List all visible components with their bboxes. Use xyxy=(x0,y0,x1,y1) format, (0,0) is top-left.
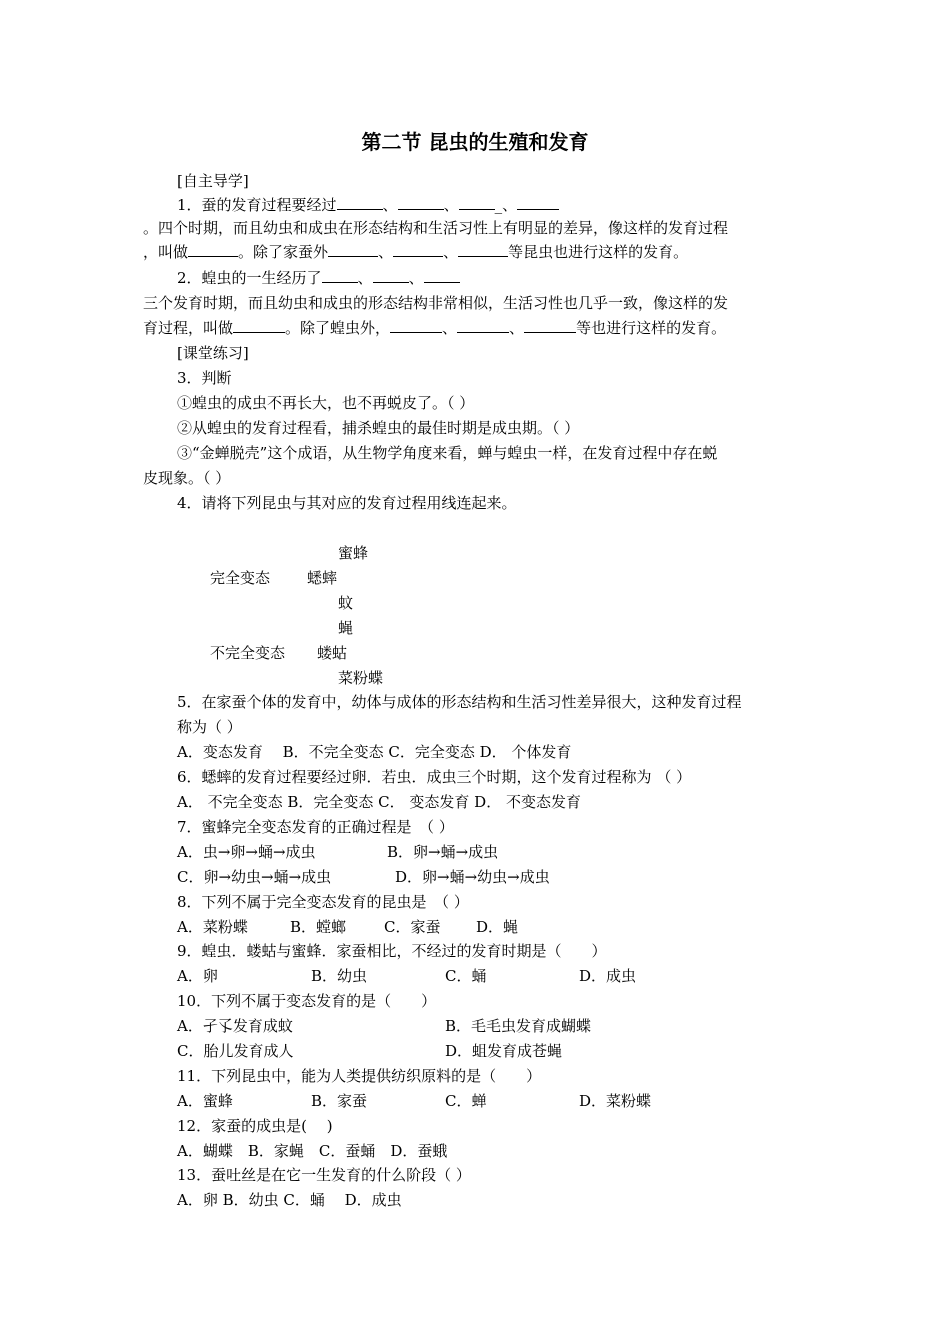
q4-insect-cabbage-butterfly[interactable]: 菜粉蝶 xyxy=(338,669,384,687)
q4-incomplete-metamorphosis[interactable]: 不完全变态 xyxy=(210,644,286,662)
q11-option-d[interactable]: D．菜粉蝶 xyxy=(579,1092,652,1110)
q7-question: 7．蜜蜂完全变态发育的正确过程是 （ ） xyxy=(177,818,454,836)
blank[interactable] xyxy=(398,194,444,210)
q4-insect-fly[interactable]: 蝇 xyxy=(338,619,354,637)
blank[interactable] xyxy=(233,317,285,333)
q9-option-d[interactable]: D．成虫 xyxy=(579,967,637,985)
q1-line-2: 。四个时期，而且幼虫和成虫在形态结构和生活习性上有明显的差异，像这样的发育过程 xyxy=(143,219,729,237)
q7-option-a[interactable]: A．虫→卵→蛹→成虫 xyxy=(177,843,316,861)
blank[interactable] xyxy=(459,194,495,210)
blank[interactable] xyxy=(393,241,443,257)
q11-option-b[interactable]: B．家蚕 xyxy=(311,1092,368,1110)
q12-options[interactable]: A．蝴蝶 B．家蝇 C．蚕蛹 D．蚕蛾 xyxy=(177,1142,448,1160)
q13-options[interactable]: A．卵 B．幼虫 C．蛹 D．成虫 xyxy=(177,1191,402,1209)
q3-statement-2: ②从蝗虫的发育过程看，捕杀蝗虫的最佳时期是成虫期。（ ） xyxy=(177,419,580,437)
q2-line-1: 2．蝗虫的一生经历了 、 、 xyxy=(177,267,460,289)
blank[interactable] xyxy=(424,267,460,283)
q1-line-1: 1．蚕的发育过程要经过 、 、 _、 xyxy=(177,194,559,216)
q4-insect-mosquito[interactable]: 蚊 xyxy=(338,594,354,612)
q4-heading: 4．请将下列昆虫与其对应的发育过程用线连起来。 xyxy=(177,494,517,512)
q3-statement-1: ①蝗虫的成虫不再长大，也不再蜕皮了。（ ） xyxy=(177,394,475,412)
q8-option-a[interactable]: A．菜粉蝶 xyxy=(177,918,248,936)
q6-question: 6．蟋蟀的发育过程要经过卵．若虫．成虫三个时期，这个发育过程称为 （ ） xyxy=(177,768,692,786)
q8-option-c[interactable]: C．家蚕 xyxy=(384,918,441,936)
q9-option-c[interactable]: C．蛹 xyxy=(445,967,487,985)
blank[interactable] xyxy=(390,317,442,333)
q8-option-d[interactable]: D．蝇 xyxy=(476,918,519,936)
q3-statement-3: ③“金蝉脱壳”这个成语，从生物学角度来看，蝉与蝗虫一样，在发育过程中存在蜕 xyxy=(177,444,718,462)
section-classroom-practice: [课堂练习] xyxy=(177,344,249,362)
q5-line-1: 5．在家蚕个体的发育中，幼体与成体的形态结构和生活习性差异很大，这种发育过程 xyxy=(177,693,742,711)
q11-option-a[interactable]: A．蜜蜂 xyxy=(177,1092,233,1110)
q5-line-2: 称为（ ） xyxy=(177,718,242,736)
blank[interactable] xyxy=(328,241,378,257)
q10-option-d[interactable]: D．蛆发育成苍蝇 xyxy=(445,1042,563,1060)
q11-option-c[interactable]: C．蝉 xyxy=(445,1092,487,1110)
q6-options[interactable]: A． 不完全变态 B．完全变态 C． 变态发育 D． 不变态发育 xyxy=(177,793,581,811)
q4-insect-mole-cricket[interactable]: 蝼蛄 xyxy=(317,644,348,662)
q10-question: 10．下列不属于变态发育的是（ ） xyxy=(177,992,437,1010)
q9-option-b[interactable]: B．幼虫 xyxy=(311,967,368,985)
blank[interactable] xyxy=(457,317,509,333)
blank[interactable] xyxy=(322,267,358,283)
q2-line-2: 三个发育时期，而且幼虫和成虫的形态结构非常相似，生活习性也几乎一致，像这样的发 xyxy=(143,294,729,312)
q7-option-d[interactable]: D．卵→蛹→幼虫→成虫 xyxy=(395,868,550,886)
blank[interactable] xyxy=(458,241,508,257)
q7-option-b[interactable]: B．卵→蛹→成虫 xyxy=(387,843,499,861)
q8-option-b[interactable]: B．螳螂 xyxy=(290,918,347,936)
q11-question: 11．下列昆虫中，能为人类提供纺织原料的是（ ） xyxy=(177,1067,542,1085)
blank[interactable] xyxy=(524,317,576,333)
q3-heading: 3．判断 xyxy=(177,369,232,387)
q4-insect-honeybee[interactable]: 蜜蜂 xyxy=(338,544,369,562)
q10-option-b[interactable]: B．毛毛虫发育成蝴蝶 xyxy=(445,1017,592,1035)
q8-question: 8．下列不属于完全变态发育的昆虫是 （ ） xyxy=(177,893,469,911)
blank[interactable] xyxy=(188,241,238,257)
q4-insect-cricket[interactable]: 蟋蟀 xyxy=(307,569,338,587)
q3-statement-3-cont: 皮现象。（ ） xyxy=(143,469,231,487)
q10-option-c[interactable]: C．胎儿发育成人 xyxy=(177,1042,294,1060)
blank[interactable] xyxy=(373,267,409,283)
q2-line-3: 育过程，叫做 。除了蝗虫外， 、 、 等也进行这样的发育。 xyxy=(143,319,727,337)
q13-question: 13．蚕吐丝是在它一生发育的什么阶段（ ） xyxy=(177,1166,471,1184)
q5-options[interactable]: A．变态发育 B．不完全变态 C．完全变态 D． 个体发育 xyxy=(177,743,572,761)
q9-option-a[interactable]: A．卵 xyxy=(177,967,218,985)
q4-complete-metamorphosis[interactable]: 完全变态 xyxy=(210,569,271,587)
q12-question: 12．家蚕的成虫是( ) xyxy=(177,1117,333,1135)
q7-option-c[interactable]: C．卵→幼虫→蛹→成虫 xyxy=(177,868,332,886)
blank[interactable] xyxy=(337,194,383,210)
section-self-study: [自主导学] xyxy=(177,172,249,190)
q10-option-a[interactable]: A．孑孓发育成蚊 xyxy=(177,1017,293,1035)
page-title: 第二节 昆虫的生殖和发育 xyxy=(361,130,589,154)
blank[interactable] xyxy=(517,194,559,210)
q9-question: 9．蝗虫．蝼蛄与蜜蜂．家蚕相比，不经过的发育时期是（ ） xyxy=(177,942,607,960)
q1-line-3: ，叫做 。除了家蚕外 、 、 等昆虫也进行这样的发育。 xyxy=(143,243,689,261)
